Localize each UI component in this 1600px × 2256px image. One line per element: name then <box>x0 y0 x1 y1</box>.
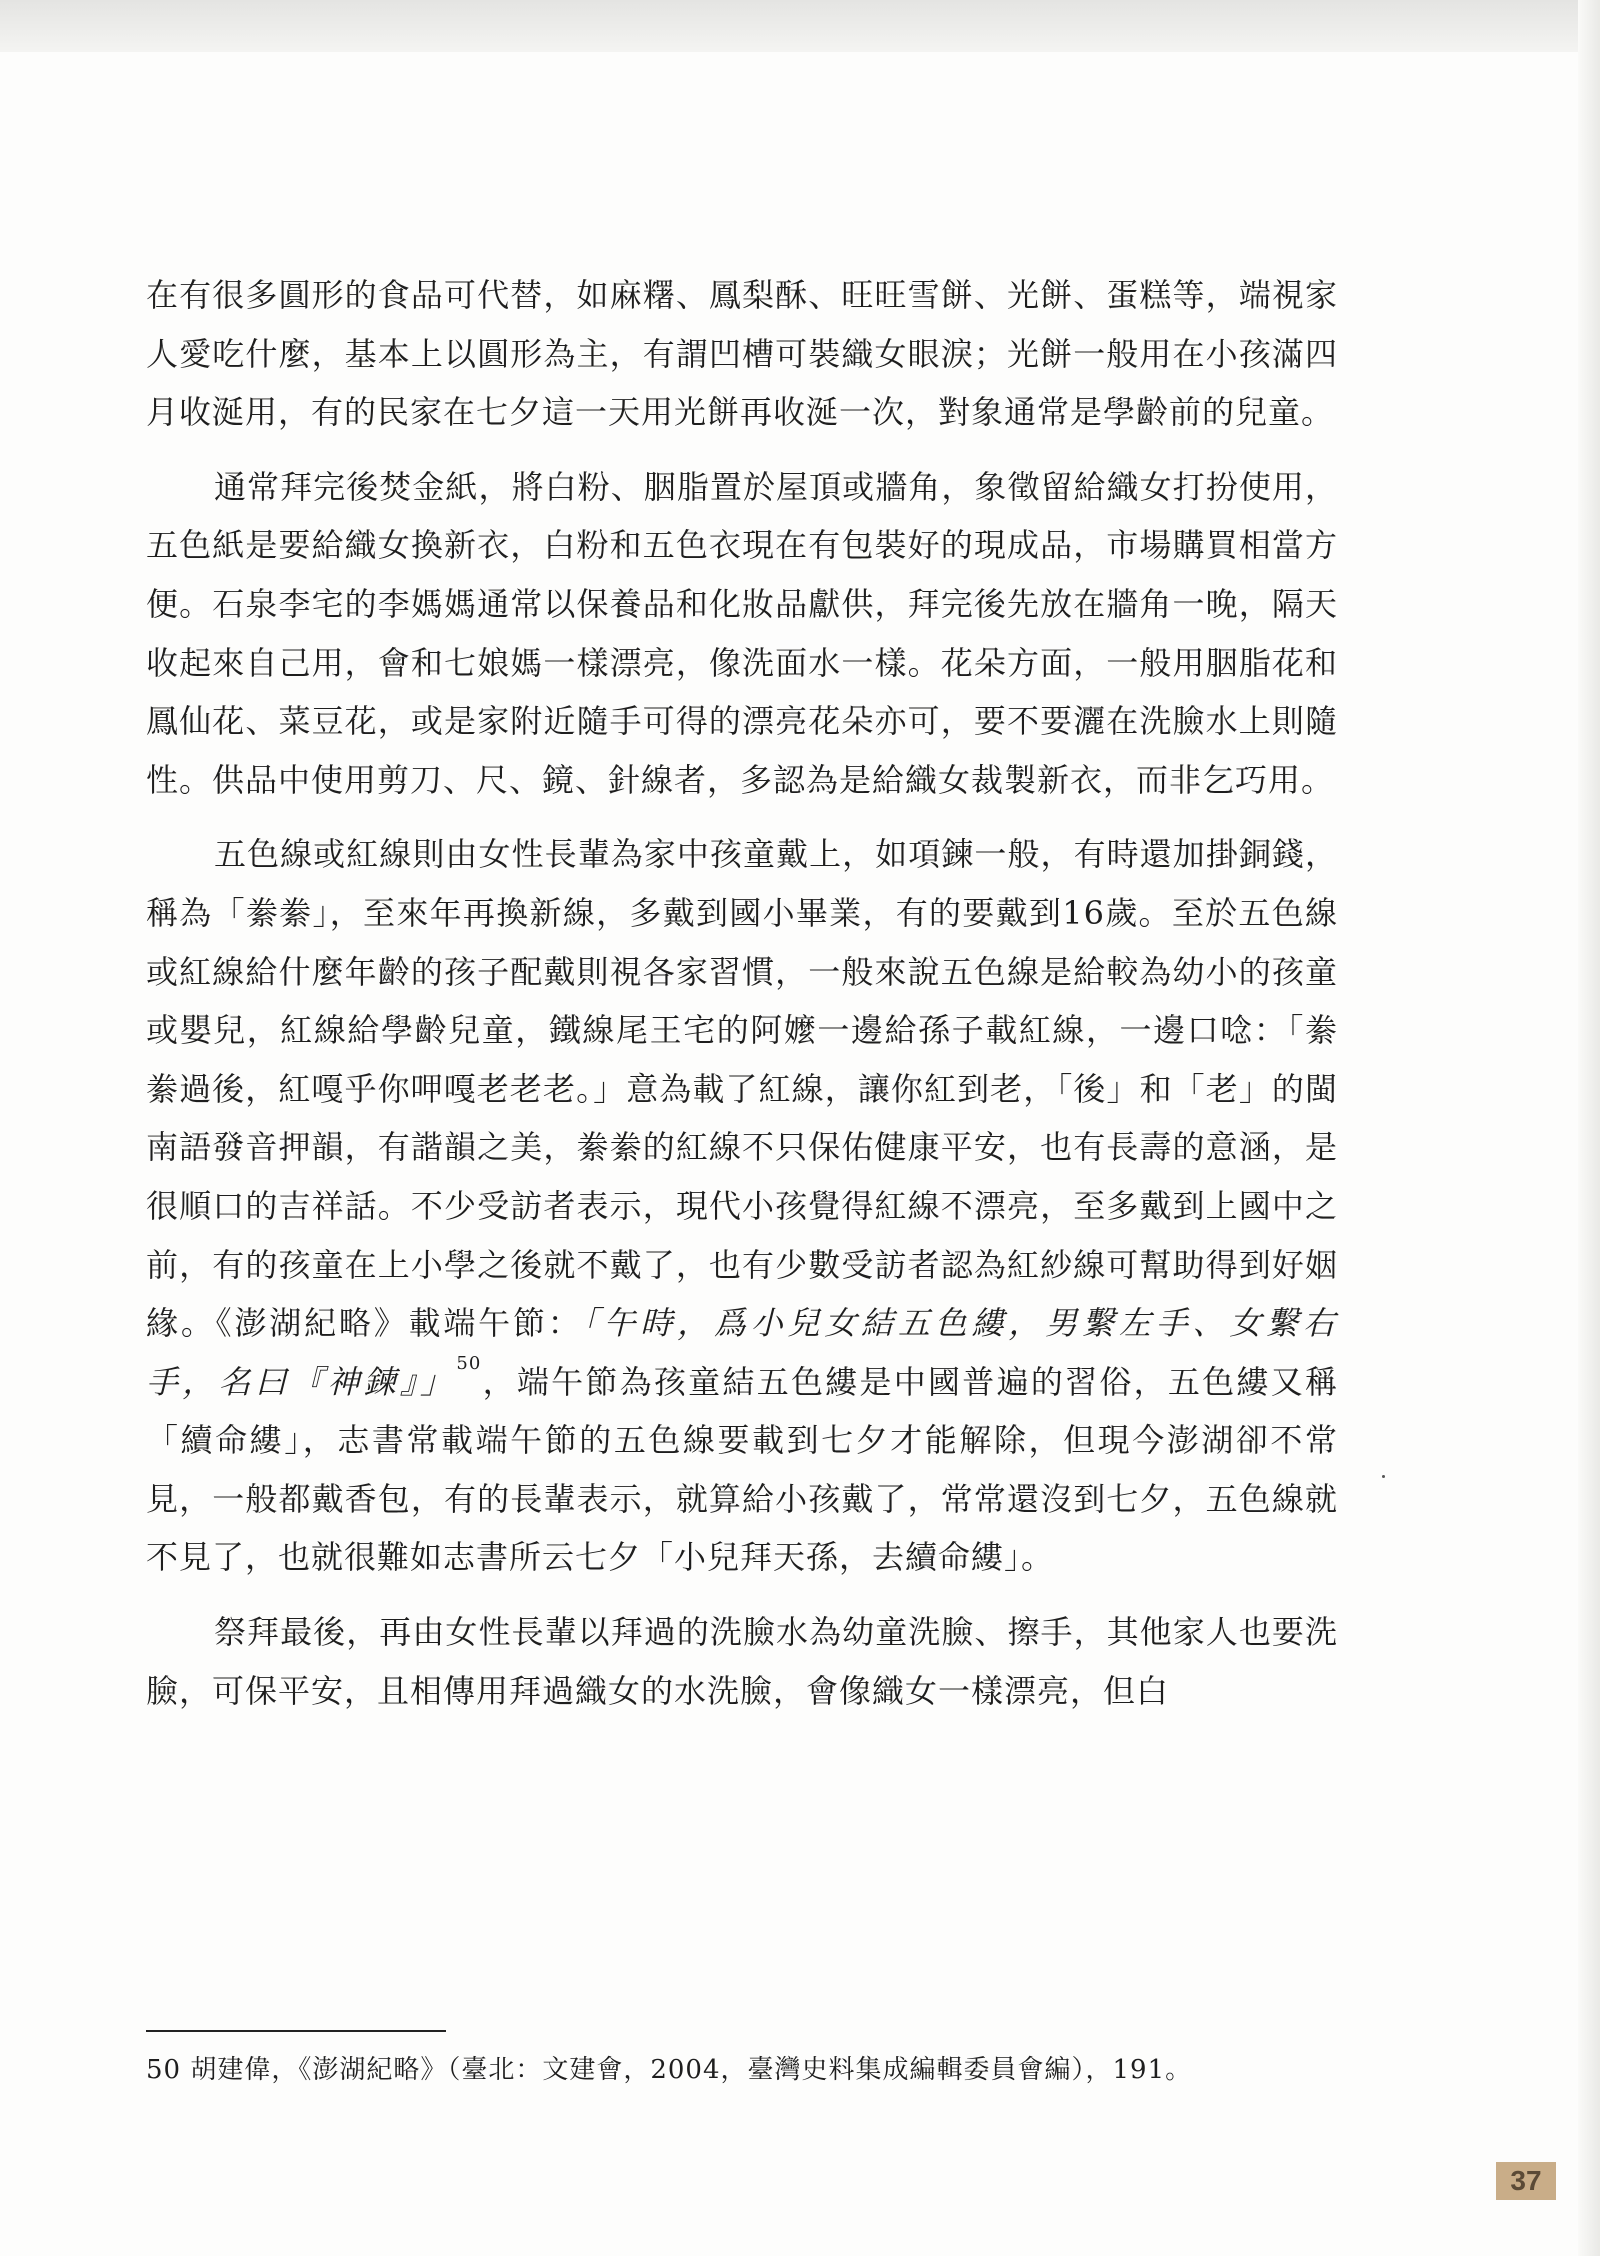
footnote-reference[interactable]: 50 <box>456 1352 482 1374</box>
paragraph-4: 祭拜最後，再由女性長輩以拜過的洗臉水為幼童洗臉、擦手，其他家人也要洗臉，可保平安，且相傳用拜過織女的水洗臉，會像織女一樣漂亮，但白 <box>146 1613 1338 1710</box>
page-number: 37 <box>1496 2162 1556 2200</box>
block-quote: 「午時，爲小兒女結五色縷，男繫左手、女繫右手，名曰『神鍊』」 <box>146 1304 1338 1401</box>
paragraph-1: 在有很多圓形的食品可代替，如麻糬、鳳梨酥、旺旺雪餅、光餅、蛋糕等，端視家人愛吃什麼，基本上以圓形為主，有謂凹槽可裝織女眼淚；光餅一般用在小孩滿四月收涎用，有的民家在七夕這一天用光餅再收涎一次，對象通常是學齡前的兒童。 <box>146 276 1338 432</box>
paragraph-3-part-a: 五色線或紅線則由女性長輩為家中孩童戴上，如項鍊一般，有時還加掛銅錢，稱為「絭絭」，至來年再換新線，多戴到國小畢業，有的要戴到16歲。至於五色線或紅線給什麼年齡的孩子配戴則視各家習慣，一般來說五色線是給較為幼小的孩童或嬰兒，紅線給學齡兒童，鐵線尾王宅的阿嬤一邊給孫子載紅線，一邊口唸：「絭絭過後，紅嘎乎你呷嘎老老老。」意為載了紅線，讓你紅到老，「後」和「老」的閩南語發音押韻，有諧韻之美，絭絭的紅線不只保佑健康平安，也有長壽的意涵，是很順口的吉祥話。不少受訪者表示，現代小孩覺得紅線不漂亮，至多戴到上國中之前，有的孩童在上小學之後就不戴了，也有少數受訪者認為紅紗線可幫助得到好姻緣。《澎湖紀略》載端午節： <box>146 835 1338 1343</box>
paragraph-3-part-b: ，端午節為孩童結五色縷是中國普遍的習俗，五色縷又稱「續命縷」，志書常載端午節的五色線要載到七夕才能解除，但現今澎湖卻不常見，一般都戴香包，有的長輩表示，就算給小孩戴了，常常還沒到七夕，五色線就不見了，也就很難如志書所云七夕「小兒拜天孫，去續命縷」。 <box>146 1362 1338 1577</box>
body-text <box>146 266 1338 1720</box>
paragraph-2: 通常拜完後焚金紙，將白粉、胭脂置於屋頂或牆角，象徵留給織女打扮使用，五色紙是要給織女換新衣，白粉和五色衣現在有包裝好的現成品，市場購買相當方便。石泉李宅的李媽媽通常以保養品和化妝品獻供，拜完後先放在牆角一晚，隔天收起來自己用，會和七娘媽一樣漂亮，像洗面水一樣。花朵方面，一般用胭脂花和鳳仙花、菜豆花，或是家附近隨手可得的漂亮花朵亦可，要不要灑在洗臉水上則隨性。供品中使用剪刀、尺、鏡、針線者，多認為是給織女裁製新衣，而非乞巧用。 <box>146 467 1338 799</box>
scan-top-shadow <box>0 0 1600 52</box>
footnote: 50 胡建偉，《澎湖紀略》（臺北：文建會，2004，臺灣史料集成編輯委員會編），191。 <box>146 2055 1193 2085</box>
scan-speck <box>1382 1475 1385 1478</box>
scan-right-edge <box>1578 0 1600 2256</box>
paragraph-3 <box>146 825 1338 1587</box>
footnote-divider <box>146 2030 446 2032</box>
